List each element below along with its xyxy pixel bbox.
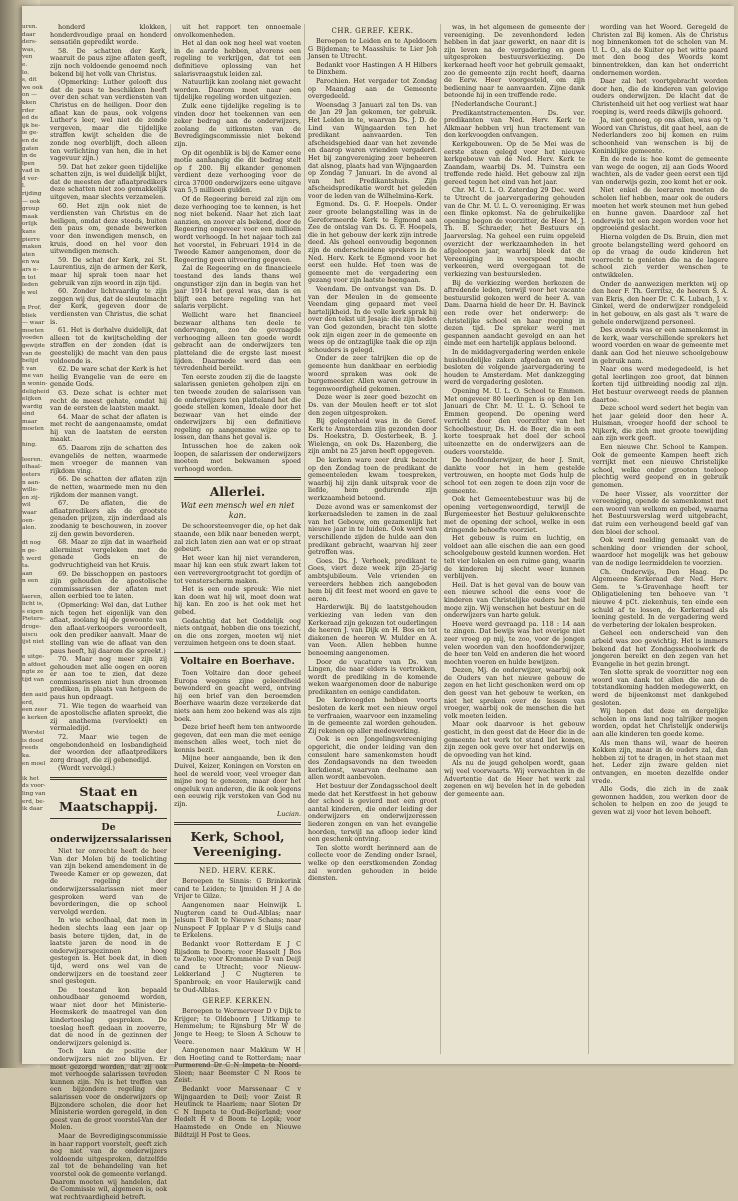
margin-line: t werd [22, 555, 42, 562]
article-divider [174, 652, 301, 653]
paragraph: Onder de zeer talrijken die op de gemeente hun dankbaar en eerbiedig woord spraken was ook de burgemeester. Allen waren getrouw in tegenwoordigheid gekomen. [308, 354, 437, 393]
paragraph: Ook werd melding gemaakt van de schenking door vrienden der school, waardoor het mogelijk was het gebouw van de nodige leermiddelen te voorzien. [592, 536, 728, 567]
paragraph: 61. Het is derhalve duidelijk, dat alleen tot de kwijtschelding der straffen en der zonden (dat is geestelijk) de macht van den paus voldoende is. [50, 326, 167, 365]
paragraph: Veendam. De ontvangst van Ds. D. van der Meulen in de gemeente Veendam ging gepaard met veel hartelijkheid. In de volle kerk sprak hij over den tekst uit Jesaja: die zijn heden van God gezonden, bracht ten slotte ook zijn eigen zeer in de gemeente en wees op de ontzaglijke taak die op zijn schouders is gelegd. [308, 285, 437, 354]
paragraph: Ja, niet genoeg, op ons allen, was op 't Woord van Christus, dit gaat heel, aan de Nederlanders zoo bij komen en ruim schoonheid van wenschen is bij de Koninklijke gemeente. [592, 116, 728, 155]
paragraph: Deze avond was er samenkomst der kerkeraadsleden te zamen in de zaal van het Gebouw, om gezamenlijk het nieuwe jaar in te luiden. Ook werd van verschillende zijden de hulde aan den predikant gebracht, waarvan hij zeer getroffen was. [308, 502, 437, 557]
margin-line: maak [22, 213, 38, 220]
margin-line: Worstel [22, 730, 45, 737]
paragraph: De heer Visser, als voorzitter der vereeniging, opende de samenkomst met een woord van welkom en gebed, waarna het Bestuursverslag werd uitgebracht, dat ruim een verheugend beeld gaf van den bloei der school. [592, 489, 728, 536]
paragraph: Parochien. Het vergader tot Zondag op Maandag aan de Gemeente overgedeeld. [308, 76, 437, 101]
margin-line: belijd [22, 358, 39, 365]
paragraph: Bedankt voor Hastingen A H Hilbers te Dinxhem. [308, 60, 437, 77]
margin-line: uren. [22, 24, 38, 30]
margin-line: group [22, 206, 40, 213]
margin-line: ik daar [22, 806, 43, 813]
column-3 [308, 24, 437, 1054]
section-heading-staat: Staat en Maatschappij. [59, 784, 158, 814]
margin-line [22, 586, 46, 594]
margin-line: alen. [22, 525, 37, 532]
margin-line: n Prof. [22, 304, 42, 311]
paragraph: Opening M. U. L. O. School te Emmen. Met ongeveer 80 leerlingen is op den 1en Januari de Chr. M. U. L. O. School te Emmen geopend. De opening werd verricht door den voorzitter van het Schoolbestuur, Ds. H. de Boer, die in een korte toespraak het doel der school uiteenzette en de onderwijzers aan de ouders voorstelde. [444, 386, 585, 456]
paragraph: Des avonds was er een samenkomst in de kerk, waar verschillende sprekers het woord voerden en waar de gemeente met dank aan God het nieuwe schoolgebouw in gebruik nam. [592, 326, 728, 365]
subheading-geref: GEREF. KERKEN. [202, 997, 273, 1006]
paragraph: Hierna volgden de Ds. Bruin, dien met groote belangstelling werd gehoord en op de vraag de oude kinderen het voorrecht te genieten die na de lagere school zich verder wenschen te ontwikkelen. [592, 233, 728, 279]
margin-line: ijst niet [22, 639, 45, 646]
notices-geref [174, 1008, 301, 1139]
section-divider [174, 822, 301, 825]
margin-line: deligheid [22, 388, 50, 395]
margin-line: me van [22, 373, 44, 380]
paragraph: 59. Dat het zeker geen tijdelijke schatten zijn, is wel duidelijk blijkt, dat de meesten der aflaatpredikers deze schatten niet zoo gemakkelijk uitgeven, maar slechts verzamelen. [50, 162, 167, 202]
margin-line: lo. [22, 69, 30, 76]
paragraph: Bedankt voor Rotterdam E J C Rijsdom te Doorn; voor Hasselt J Bos te Zwolle; voor Krommenie D van Deijl cand te Utrecht; voor Nieuw-Lekkerland J C Nugteren te Spanbroek; en voor Haulerwijk cand te Oud-Alblas. [174, 939, 301, 994]
paragraph: 69. De bisschoppen en pastoors zijn gehouden de apostolische commissarissen der aflaten met allen eerbied toe te laten. [50, 569, 167, 601]
paragraph: Wellicht ware het financieel bezwaar althans ten deele te ondervangen, zoo de gevraagde verhooging alleen ten goede wordt gebracht aan de onderwijzers ten platteland die de ergste last moest lijden. Daarmede werd dan een tevredenheid bereikt. [174, 310, 301, 373]
article-wat-een-mensch [174, 523, 301, 648]
paragraph: In wie schoolhaal, dat men in heden slechts laag een jaar op basis betere tijden, dat, in de laatste jaren de nood in de onderwijzersgezinnen hoog gestegen is. Het boek dat, in dien tijd, werd ons wel van de onderwijzers en de toestand zeer snel gestegen. [50, 916, 167, 986]
margin-line: erd, be- [22, 798, 45, 805]
paragraph: 60. Het zijn ook niet de verdiensten van Christus en de heiligen, omdat deze steeds, buiten den paus om, genade bewerken voor den inwendigen mensch, en kruis, dood en hel voor den uitwendigen mensch. [50, 201, 167, 256]
margin-line: s, dit [22, 77, 37, 84]
margin-line: rijding [22, 191, 42, 198]
paragraph: Kerkgebouwen. Op de 5e Mei was de eerste steen gelegd voor het nieuwe kerkgebouw van de Ned. Herv. Kerk te Zaandam, waarbij Ds. M. Tuinstra een treffende rede hield. Het gebouw zal zijn gereed tegen het eind van het jaar. [444, 139, 585, 186]
article-heading-onderwijs: De onderwijzerssalarissen [50, 822, 172, 845]
paragraph: honderd klokken, honderdvoudige praal en honderd sensatiën gepredikt worde. [50, 23, 167, 47]
paragraph: Bij gelegenheid was in de Geref. Kerk te Amsterdam zijn gezonden door Ds. Hoekstra, D. Oesterbeek, B. J. Wielenga, en ook Ds. Hazenberg, die zijn ambt na 25 jaren heeft opgegeven. [308, 417, 437, 456]
margin-line: t van [22, 365, 37, 372]
margin-line: bliek [22, 312, 37, 319]
margin-line: n aan- [22, 479, 41, 486]
margin-line: olhaal- [22, 464, 42, 471]
margin-line: n ge- [22, 547, 37, 554]
paragraph: 68. Maar ze zijn dat in waarheid allerminst vergeleken met de genade Gods en de godvruchtigheid van het Kruis. [50, 538, 167, 569]
paragraph: was, in het algemeen de gemeente der vereeniging. De zevenhonderd leden hebben in dat jaar gewerkt, en naar dit is zijn leven na de vergadering en geen uitgesproken bestuursverkiezing. De kerkeraad heeft voor het gebruik gemaakt, zoo de gemeente zijn recht heeft, daarna de Eerw. Heer voorgesteld, om zijn bediening naar te aanvaarden. Zijne dank betoonde hij in een treffende rede. [444, 23, 585, 100]
margin-line: tijd van [22, 677, 44, 684]
article-heading-voltaire: Voltaire en Boerhave. [180, 655, 295, 667]
margin-line [22, 768, 46, 776]
paragraph: Ook het Gemeentebestuur was bij de opening vertegenwoordigd, terwijl de Burgemeester het Bestuur gelukwenschte met de opening der school, welke in een dringende behoefte voorziet. [444, 495, 585, 534]
column-separator [440, 24, 441, 1054]
margin-line: en de [22, 137, 39, 144]
margin-line: kans [22, 229, 36, 236]
paragraph: Deze weer is zeer goed bezocht en Ds. van der Meulen heeft er tot slot den zegen uitgesproken. [308, 393, 437, 417]
margin-line: — ook [22, 198, 41, 205]
paragraph: Chr. M. U. L. O. Zaterdag 29 Dec. werd te Utrecht de jaarvergadering gehouden van de Chr. M. U. L. O. vereeniging. Er was een flinke opkomst. Na de gebruikelijke opening begon de voorzitter, de Heer M. J. Th. B. Schraeder, het Bestuurs en Jaarverslag. Na geheel een ruim opgeleid overzicht der werkzaamheden in het afgeloopen jaar, waarbij bleek dat de Vereeniging in voorspoed mocht verkeeren, werd overgegaan tot de verkiezing van bestuursleden. [444, 186, 585, 278]
paragraph: Of de Regeering bereid zal zijn om deze verhooging toe te kennen, is het nog niet bekend. Naar het zich laat aanzien, en zoover als bekend, door de Regeering ongeveer voor een millioen wordt verhoogd. In het najaar toch zal het voorstel, in Februari 1914 in de Tweede Kamer aangenomen, door de Regeering geen uitvoering gegeven. [174, 195, 301, 264]
subheading-chr-geref: CHR. GEREF. KERK. [331, 27, 414, 35]
paragraph: Heil. Dat is het geval van de bouw van een nieuwe school die eens voor de kinderen van Christelijke ouders het heil moge zijn. Wij wenschen het bestuur en de onderwijzers van harte geluk. [444, 580, 585, 620]
paragraph: Harderwijk. Bij de laatstgehouden verkiezing van leden van den Kerkeraad zijn gekozen tot ouderlingen de heeren J. van Dijk en H. Bos en tot diakenen de heeren W. Mulder en A. van Veen. Allen hebben hunne benoeming aangenomen. [308, 603, 437, 657]
margin-line: wardig [22, 403, 43, 410]
margin-line: hing. [22, 441, 37, 448]
margin-line: l. [22, 183, 26, 190]
article-onderwijs [50, 848, 167, 1201]
left-margin-fragment [22, 24, 50, 814]
paragraph: Ten slotte sprak de voorzitter nog een woord van dank tot allen die aan de totstandkoming hadden medegewerkt, en werd de bijeenkomst met dankgebed gesloten. [592, 668, 728, 707]
paragraph: De toestand kon bepaald onhoudbaar genoemd worden, waar niet door het Ministerie-Heemskerk de maatregel van den kindertoeslag gesproken. De toeslag heeft gedaan in zooverre, dat de nood in de gezinnen der onderwijzers gelenigd is. [50, 985, 167, 1047]
paragraph: Als nu de jeugd geholpen wordt, gaan wij veel voorwaarts. Wij verwachten in de Advertentie dat de Heer het werk zal zegenen en wij bevelen het in de gebeden der gemeente aan. [444, 759, 585, 798]
paragraph: Zulk eene tijdelijke regeling is te vinden door het toekennen van een zeker bedrag aan de onderwijzers, zoolang de uitkomsten van de Bevredigingscommissie niet bekend zijn. [174, 101, 301, 148]
paragraph: uit het rapport ten onnoemale onvolkomenheden. [174, 23, 301, 39]
paragraph: wording van het Woord. Geregeld de Christen zal Bij komen. Als de Christus nog binnenkomen tot de scholen van M. U. L. O., als de Kuiter op het witte paard met den boog des Woords komt binnentrekken, dan kan het onderricht ondernemen worden. [592, 23, 728, 77]
paragraph: 62. De ware schat der Kerk is het heilig Evangelie van de eere en genade Gods. [50, 365, 167, 389]
paragraph: Alle Gods, die zich in de zaak gewonnen hadden, zou werken door de scholen te helpen en zoo de jeugd te geven wat zij voor het leven behoeft. [592, 785, 728, 816]
column-1 [50, 23, 172, 1201]
paragraph: Deze brief heeft hem ten antwoorde gegeven, dat een man die met eenige menschen alles weet, toch niet de kennis bezit. [174, 723, 301, 754]
margin-line: gaten [22, 145, 39, 152]
paragraph: Als men thans wil, waar de heeren Kokken zijn, maar in de ouders zal, dan hebben zij tot te dragen, in het staan met het. Leder zijn zware gelden niet ontvangen, en moeten dezelfde onder vrede. [592, 738, 728, 785]
article-heading-wat: Wat een mensch wel en niet kan. [180, 501, 295, 521]
margin-line: gewijde [22, 342, 45, 349]
article-onderwijs-continued [174, 24, 301, 473]
paragraph: Niet enkel de leeraren moeten de scholen lief hebben, maar ook de ouders moeten het werk steunen met hun gebed en hunne gaven. Daardoor zal het onderwijs tot een zegen worden voor het opgroeiend geslacht. [592, 186, 728, 233]
margin-line: van de [22, 350, 42, 357]
paragraph: Een nieuwe Chr. School te Kampen. Ook de gemeente Kampen heeft zich verrijkt met een nieuwe Christelijke school, welke onder grooten toeloop plechtig werd geopend en in gebruik genomen. [592, 443, 728, 490]
margin-line [22, 723, 46, 731]
margin-line [22, 434, 46, 442]
paragraph: 58. De schatten der Kerk, waaruit de paus zijne aflaten geeft, zijn noch voldoende genoemd noch bekend bij het volk van Christus. [50, 46, 167, 78]
section-divider [50, 777, 167, 780]
margin-line: wil [22, 502, 31, 509]
margin-line: ven [22, 54, 33, 61]
margin-line: leeren. [22, 456, 43, 463]
paragraph: Mijne heer aangaande, ben ik den Duivel, Keizer, Koningen en Vorsten en heel de wereld voor, veel vroeger dan mijne nog te genezen, maar door het ongeluk van anderen, die ik ook jegens een eeuwig rijk verstoken van God nu zijn. [174, 754, 301, 809]
paragraph: Intusschen hoe de zaken ook loopen, de salarissen der onderwijzers moeten met bekwamen spoed verhoogd worden. [174, 442, 301, 473]
subheading-ned-herv: NED. HERV. KERK. [199, 867, 276, 876]
paragraph: Natuurlijk kan zoolang niet gewacht worden. Daarom moet naar een tijdelijke regeling worden uitgezien. [174, 78, 301, 102]
margin-line: n tot [22, 274, 36, 281]
paragraph: 67. De aflaten, die de aflaatpredikers als de grootste genaden prijzen, zijn inderdaad als zoodanig te beschouwen, in zoover zij den gewin bevorderen. [50, 499, 167, 538]
paragraph: De schoorsteenveger die, op het dak staande, een blik naar beneden werpt, zal zich laten zien aan wat er op straat gebeurt. [174, 522, 301, 554]
paragraph: 65. Daarom zijn de schatten des evangeliës de netten, waarmede men vroeger de mannen van rijkdom ving. [50, 444, 167, 475]
article-signature: Lucian. [277, 809, 301, 818]
paragraph: In de middagvergadering werden enkele huishoudelijke zaken afgedaan en werd besloten de volgende jaarvergadering te houden te Amsterdam. Met dankzegging werd de vergadering gesloten. [444, 347, 585, 387]
paragraph: Toen Voltaire dan door geheel Europa wegens zijne geleerdheid bewonderd en geacht werd, ontving hij een brief van den beroemden Boerhave waarin deze verzekerde dat niets aan hem zoo bekend was als zijn boek. [174, 668, 301, 723]
margin-line: daar [22, 31, 36, 38]
margin-line: is dood [22, 737, 44, 744]
margin-line: ed de [22, 115, 39, 122]
margin-line: leden [22, 282, 39, 289]
paragraph: Ook is een Jongelingsvereeniging opgericht, die onder leiding van den consulent hare samenkomsten houdt des Zondagsavonds na den tweeden kerkdienst, waarvan deelname aan allen wordt aanbevolen. [308, 735, 437, 782]
margin-line: ds voor- [22, 783, 46, 790]
margin-line: — waar [22, 320, 45, 327]
section-heading-kerk: Kerk, School, Vereeniging. [190, 829, 285, 860]
paragraph: Egmond. Ds. G. F. Hoepels. Onder zeer groote belangstelling was in de Gereformeerde Kerk te Egmond aan Zee de ontslag van Ds. G. F. Hoepels, die in het gebouw der kerk zijn intrede deed. Als geheel eenvoudig begonnen zijn de onderscheidene sprekers in de Ned. Herv. Kerk te Egmond voor het eerst een hulde. Het toen was de gemeente met de vergadering een gezang voor zijn laatste heengaan. [308, 200, 437, 285]
margin-line: ars e- [22, 267, 39, 273]
paragraph: 64. Maar de schat der aflaten is met recht de aangenaamste, omdat hij van de laatsten de eersten maakt. [50, 412, 167, 444]
paragraph: Het gebouw is ruim en luchtig, en voldoet aan alle eischen die aan een goed schoolgebouw gesteld kunnen worden. Het telt vier lokalen en een ruime gang, waarin de kinderen bij slecht weer kunnen verblijven. [444, 534, 585, 581]
paragraph: Ch. Onderwijs, Den Haag. De Algemeene Kerkeraad der Ned. Herv. Gem. te 's-Gravenhage heeft ter Obligatielening ten behoeve van 't nieuwe 4 pCt. ziekenhuis, ten einde een schuld af te lossen, de Kerkeraad als leening gesteld. In de vergadering werd de verbetering der lokalen besproken. [592, 567, 728, 629]
margin-line [22, 297, 46, 305]
margin-line: in de [22, 153, 37, 160]
paragraph: Aangenomen naar Heinwijk L Nugteren cand te Oud-Alblas; naar Jelsum T Bolt te Nieuwe Schans; naar Nunspeet F Ipplaar P v d Sluijs cand te Erkelens. [174, 901, 301, 940]
margin-line: pierre [22, 236, 40, 243]
paragraph: Bij de verkiezing werden herkozen de aftredende leden, terwijl voor het vacante bestuurslid gekozen werd de heer A. van Dam. Daarna hield de heer Dr. H. Bavinck een rede over het onderwerp: de christelijke school en haar roeping in dezen tijd. De spreker werd met gespannen aandacht gevolgd en aan het einde met een hartelijk applaus beloond. [444, 278, 585, 348]
margin-line: ders- [22, 39, 37, 46]
margin-line: ijk be- [22, 122, 41, 129]
paragraph: Woensdag 3 Januari zal ten Ds. van de Jan 29 Jan gekomen, ter gebruik. Het Leiden in te, waarvan Ds. J. D. de Lind van Wijngaarden ten het predikant aanvaarden. Ten afscheidsgebied daar van het zevende en daarop waren vrienden vergaderd. Het bij zangvereniging zeer beheeren dat alsnog, plaats had van Wijngaarden op Zondag 7 Januari. In de avond al van het Predikantshuis. Zijn afscheidspredikatie wordt het geleden voor de leden van de Wilhelmina-Kerk. [308, 100, 437, 200]
margin-line: en zij- [22, 494, 40, 501]
column-2 [174, 23, 301, 1139]
column-separator [304, 24, 305, 1054]
paragraph: 70. Maar nog meer zijn zij gehouden met alle oogen en ooren er aan toe te zien, dat deze commissarissen niet hun droomen prediken, in plaats van hetgeen de paus hun opdraagt. [50, 655, 167, 702]
paragraph: Bedankt voor Marssenaar C v Wijngaarden te Deil; voor Zeist R Heutinck te Haarlem; naar Sloten Dr C N Impeta te Oud-Beijerland; voor Hedelt H v d Boom te Lopik; voor Haamstede en Onde en Nieuwe Bildtzijl H Post te Gees. [174, 1085, 301, 1139]
article-voltaire [174, 670, 301, 809]
column-5 [592, 24, 728, 1054]
paragraph: Ten slotte wordt herinnerd aan de collecte voor de Zending onder Israel, welke op den eerstkomenden Zondag zal worden gehouden in beide diensten. [308, 843, 437, 883]
margin-line: d ver- [22, 175, 39, 182]
paragraph: Maar ook daarvoor is het gebouw gesticht, in den geest dat de Heer die in de gemeente het werk tot stand liet komen, zijn zegen ook geve over het onderwijs en de opvoeding van het kind. [444, 720, 585, 759]
margin-line [22, 647, 46, 655]
margin-line: dt nog [22, 540, 41, 547]
margin-line: on — [22, 92, 37, 99]
margin-line [22, 449, 46, 457]
margin-line: ngte ze [22, 669, 44, 676]
paragraph: De kerken ware zeer druk bezocht op den Zondag toen de predikant de gemeenteleden kwam toespreken, waarbij hij zijn dank uitsprak voor de liefde, hem gedurende zijn werkzaamheid betoond. [308, 456, 437, 503]
paragraph: Aangenomen naar Makkum W H den Hoeting cand te Rotterdam; naar Purmerend Dr C N Impeta te Noord-Sleen; naar Beemster C N Roos te Zeist. [174, 1046, 301, 1085]
margin-line: den aaid [22, 692, 48, 699]
margin-line: elijken [22, 396, 42, 403]
paragraph: Maar de Bevredigingscommissie in haar rapport voorstelt, geeft zich nog niet van de onderwijzers voldoende uitgesproken, datzelfde zal tot de behandeling van het voorstel ook de gemeente verlangd. Daarom moeten wij handelen, dat de Commissie wil, algemeen is, ook wat rechtvaardigheid betreft. [50, 1131, 167, 1201]
paragraph: (Wordt vervolgd.) [58, 764, 115, 773]
margin-line: eeters [22, 472, 41, 479]
margin-line: kken [22, 99, 37, 106]
margin-line: droge- [22, 623, 42, 630]
heading-divider [174, 863, 301, 864]
margin-line: ik het [22, 775, 39, 782]
paragraph: Hoeve werd gevraagd pa. 118 : 14 aan te zingen. Dat bewijs was het overige niet zeer vroeg op mij, te zoo, voor de jongen velen woorden van den hoofdonderwijzer, de heer ten Veld en anderen die het woord mochten voeren en hulde bewijzen. [444, 619, 585, 666]
paragraph: Dezen, Mj. de onderwijzer, waarbij ook de Ouders van het nieuwe gebouw de zegen en het licht geschonken werd om op den geest van het gebouw te werken, en niet het spreken over de lessen van vroeger, waarbij ook de menschen die het volk moeten leiden. [444, 666, 585, 720]
margin-line: e wel [22, 289, 38, 296]
paragraph: Geheel een onderscheid van den arbeid was zoo gewichtig. Het is immers bekend dat het Zondagsschoolwerk de jongeren bereikt en den zegen van het Evangelie in het gezin brengt. [592, 629, 728, 668]
column-4 [444, 24, 585, 1054]
column-separator [170, 24, 171, 1054]
margin-line: maken [22, 244, 42, 251]
margin-line: n een [22, 578, 39, 585]
margin-line: ling van [22, 790, 46, 797]
margin-line: en wa [22, 259, 40, 266]
article-school-news-continued [592, 24, 728, 817]
margin-line: en moel [22, 760, 46, 767]
column-separator [588, 24, 589, 1054]
margin-line: was, [22, 46, 36, 53]
notices-ned-herv [174, 878, 301, 994]
paragraph: Onder de aanwezigen merkten wij op den heer F. Th. Gerritsz, de heeren S. A. van Ekris, den heer Dr. C. K. Lubach, J. v. Ginkel, werd de onderwijzer rondgeleid in het gebouw, en als gast als 't ware de gehele onderwijzend personeel. [592, 279, 728, 326]
paragraph: Goes. Ds. J. Verhoek, predikant te Goes, viert deze week zijn 25-jarig ambtsjubileum. Vele vrienden en vereerders hebben zich aangeboden hem bij dit feest met woord en gave te eeren. [308, 556, 437, 603]
margin-line: ie ge- [22, 130, 39, 137]
paragraph: Beroepen te Leiden en te Apeldoorn G Bijdeman; te Maassluis: te Lier Joh Jansen te Utrecht. [308, 37, 437, 61]
margin-line: wille- [22, 487, 38, 494]
margin-line: uiscu [22, 631, 38, 638]
margin-line: n wonin- [22, 380, 48, 387]
paragraph: Het weer kan hij niet veranderen, maar hij kan een stuk zwart laken tot een verrevergrootgracht tot gordijn of tot vensterscherm maken. [174, 553, 301, 585]
margin-line: reeds [22, 745, 39, 752]
section-heading-allerlei: Allerlei. [209, 484, 266, 500]
margin-line: e. [22, 61, 28, 68]
paragraph: De kerkvoogden hebben voorts besloten de kerk met een nieuw orgel te verfraaien, waarvoor een inzameling in de gemeente zal worden gehouden. Zij rekenen op aller medewerking. [308, 696, 437, 735]
paragraph: 72. Maar wie tegen de ongebondenheid en losbandigheid der woorden der aflaatpredikers zorg draagt, die zij gebenedijd. [50, 733, 167, 764]
paragraph: Deze school werd sedert het begin van het jaar geleid door den heer A. Huisman, vroeger hoofd der school te Nijkerk, die zich met groote toewijding aan zijn werk geeft. [592, 404, 728, 443]
paragraph: Niet ter onrechte heeft de heer Van der Molen bij de toelichting van zijn bekend amendement in de Tweede Kamer er op gewezen, dat de regeling der onderwijzerssalarissen niet meer gesproken werd van de bevorderingen, die op school vervolgd werden. [50, 847, 167, 916]
margin-line [22, 685, 46, 693]
paragraph: 71. Wie tegen de waarheid van de apostolische aflaten spreekt, die zij anathema (vervloekt) en vermaledijd. [50, 701, 167, 733]
margin-line: rder [22, 107, 35, 114]
margin-line: ta. [22, 563, 30, 570]
margin-line: voeden [22, 335, 44, 342]
paragraph: Het al dan ook nog heel wat voeten in de aarde hebben, alvorens een regeling te verkrijgen, dat tot een definitieve oplossing van het salarisvraagstuk leiden zal. [174, 39, 301, 78]
paragraph: Toch kan de positie der onderwijzers niet zoo blijven. Er moet gezorgd worden, dat zij ook met verhoogde salarissen tevreden kunnen zijn. Nu is het treffen van een bijzondere regeling der salarissen voor de onderwijzers op Bijzondere scholen, die door het Ministerie worden geregeld, in den geest van de groot voorstel-Van der Molen. [50, 1047, 167, 1132]
margin-line [22, 533, 46, 541]
paragraph: De hoofdonderwijzer, de heer J. Smit, dankte voor het in hem gestelde vertrouwen, en hoopte met Gods hulp de school tot een zegen te doen zijn voor de gemeente. [444, 456, 585, 495]
paragraph: Naar ons werd medegedeeld, is het getal leerlingen zoo groot, dat binnen korten tijd uitbreiding noodig zal zijn. Het bestuur overweegt reeds de plannen daartoe. [592, 365, 728, 404]
margin-line: laeren, [22, 593, 43, 600]
paragraph: Zal de Regeering en de financieele toestand des lands thans wel ongunstiger zijn dan in begin van het jaar 1914 het geval was, dan is en blijft een betere regeling van het salaris verplicht. [174, 264, 301, 311]
margin-line: moeten [22, 327, 44, 334]
paragraph: 59. De schat der Kerk, zei St. Laurentius, zijn de armen der Kerk, maar hij sprak toen naar het gebruik van zijn woord in zijn tijd. [50, 255, 167, 287]
paragraph: [Nederlandsche Courant.] [452, 99, 537, 108]
margin-line: orlijk [22, 221, 38, 228]
margin-line: ka. [22, 753, 31, 759]
article-school-news [444, 24, 585, 798]
heading-divider [50, 818, 167, 819]
paragraph: Op dit ogenblik is bij de Kamer eene motie aanhangig die dit bedrag stelt op f 200. Bij elkander genomen verdient deze verhooging voor de circa 37000 onderwijzers eene uitgave van 5,5 millioen gulden. [174, 148, 301, 195]
paragraph: Wij hopen dat deze en dergelijke scholen in ons land nog talrijker mogen worden, opdat het Christelijk onderwijs aan alle kinderen ten goede kome. [592, 707, 728, 739]
margin-line: e kerken [22, 715, 48, 722]
paragraph: Beroepen te Wormerveer D v Dijk te Krijger; te Oldeboorn J Uitkamp te Hemmelum; te Rijnsburg Mr W de Jonge te Heeg; te Sloen A Schouw te Veere. [174, 1007, 301, 1046]
margin-line: sind [22, 411, 35, 418]
article-luther-theses [50, 24, 167, 773]
paragraph: Beroepen te Sinnis: G Brinkerink cand te Leiden; te Ijmuiden H J A de Vrijer te Gilze. [174, 877, 301, 901]
margin-line: vad in [22, 168, 40, 175]
paragraph: Het is een oude spreuk: Wie niet kan doen wat hij wil, moet doen wat hij kan. En zoo is het ook met het gebed. [174, 585, 301, 616]
margin-line: aten [22, 251, 35, 258]
margin-line: een zeer [22, 707, 48, 714]
paragraph: 60. Zonder lichtvaardig te zijn zeggen wij dus, dat de sleutelmacht der Kerk, gegeven door de verdiensten van Christus, die schat is. [50, 287, 167, 326]
paragraph: Het bestuur der Zondagsschool deelt mede dat het Kerstfeest in het gebouw der school is gevierd met een groot aantal kinderen, die onder leiding der onderwijzers en onderwijzeressen liederen zongen en van het evangelie hoorden, terwijl na afloop ieder kind een geschenk ontving. [308, 782, 437, 844]
margin-line: waar [22, 510, 37, 516]
paragraph: (Opmerking: Luther gelooft dus dat de paus te beschikken heeft over den schat van verdiensten van Christus en de heiligen. Door den aflaat kan de paus, ook volgens Luther's leer, wel niet de zonde vergeven, maar die tijdelijke straffen kwijt schelden die de zonde nog overblijft, doch alleen ten verlichting van hen, die in het vagevuur zijn.) [50, 78, 167, 163]
paragraph: En de rede is: hoe komt de gemeente van wege de oogen, zij aan Gods Woord wachten, als de vader geen eerst een tijd van onderwijs gezin, zoo komt het er ook. [592, 155, 728, 186]
newspaper-page [22, 6, 734, 1201]
paragraph: Predikantstractementen. Ds. ver. predikanten van Ned. Herv. Kerk te Alkmaar hebben vrij hun tractement van den kerkvoogden ontvangen. [444, 108, 585, 140]
paragraph: Gedachtig dat het Goddelijk oog niets ontgaat, hebben die ons toezicht, en die ons zorgen, moeten wij niet verzuimen hetgeen ons te doen staat. [174, 616, 301, 648]
margin-line: n afdoet [22, 661, 47, 668]
margin-line: s eigen [22, 608, 43, 615]
paragraph: Daar zal het voortgebracht worden door hen, die de kinderen van gelovige ouders onderwijzen. De klacht dat de Christenheid uit het oog verliest wat haar roeping is, werd reeds dikwijls gehoord. [592, 77, 728, 116]
paragraph: 63. Deze schat is echter met recht de meest gehate, omdat hij van de eersten de laatsten maakt. [50, 388, 167, 413]
margin-line: licht is, [22, 601, 44, 608]
margin-line: aan [22, 570, 33, 577]
margin-line: lpen [22, 160, 35, 167]
margin-line: moeten [22, 426, 44, 433]
margin-line: we ook [22, 84, 43, 91]
margin-line: maar [22, 418, 38, 425]
notices-chr-geref [308, 38, 437, 883]
margin-line: e uitge- [22, 654, 45, 661]
margin-line: oen- [22, 517, 35, 524]
paragraph: (Opmerking: Wel dan, dat Luther nich tegen het eigenlijk van den aflaat, zoolang hij de gewoonte van den aflaat-verkoopers veroordeelt, ook den prediker aanvalt. Maar de stelling van wie de aflaat van den paus heeft, hij daarom die spreekt.) [50, 600, 167, 655]
paragraph: Ten eerste zouden zij die de laagste salarissen genieten geholpen zijn en ten tweede zouden de salarissen van de onderwijzers ten platteland het die goede stellen komen, Ideale door het bezwaar van het einde der onderwijzers bij een definitieve regeling op aangename wijze op te lossen, dan thans het geval is. [174, 372, 301, 442]
margin-line: Pieters- [22, 616, 45, 623]
section-divider [174, 477, 301, 480]
paragraph: Door de vacature van Ds. van Lingen, die naar elders is vertrokken, wordt de prediking in de komende weken waargenomen door de naburige predikanten en eenige candidaten. [308, 657, 437, 696]
margin-line: erd, [22, 699, 34, 706]
paragraph: 66. De schatten der aflaten zijn de netten, waarmede men nu den rijkdom der mannen vangt. [50, 475, 167, 499]
